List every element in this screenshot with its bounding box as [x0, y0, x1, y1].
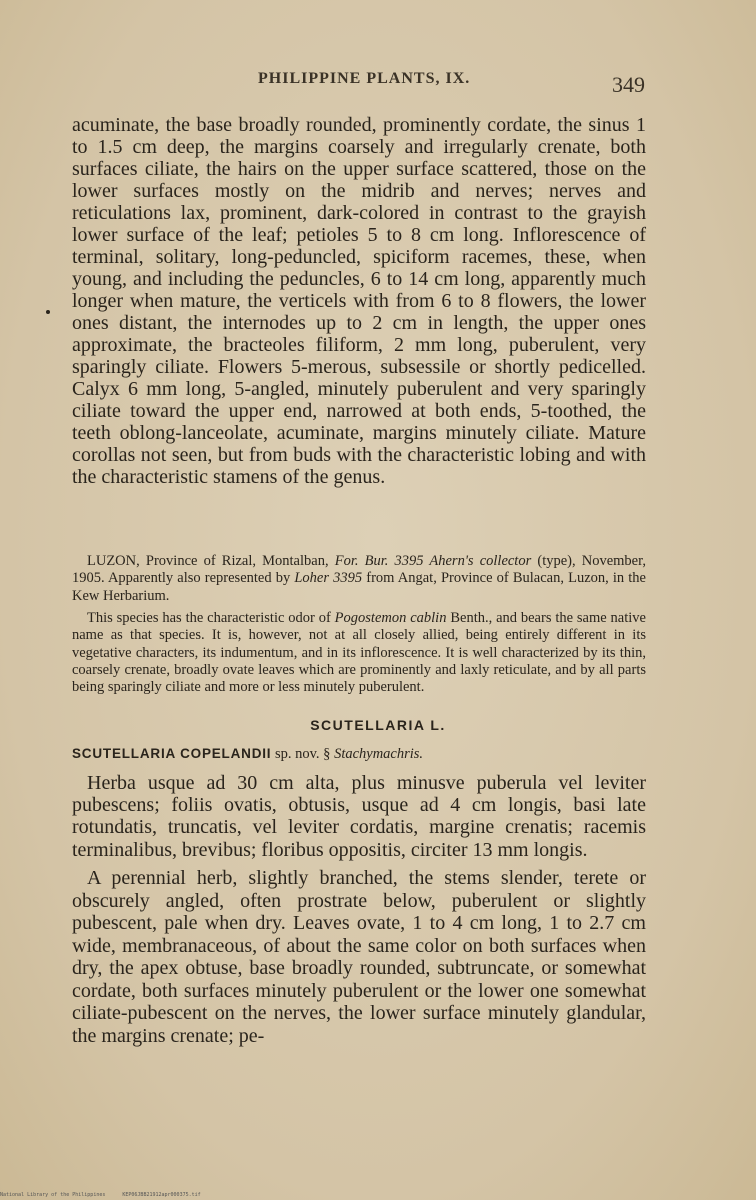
description-paragraph: acuminate, the base broadly rounded, prominently cordate, the sinus 1 to 1.5 cm deep, the margins coarsely and irregularly crenate, both surfaces ciliate, the hairs on the upper surface scattered, those on the lower surfaces mostly on the midrib and nerves; nerves and reticulations lax, prominent, dark-colored in contrast to the grayish lower surface of the leaf; petioles 5 to 8 cm long. Inflorescence of terminal, solitary, long-peduncled, spiciform racemes, these, when young, and including the peduncles, 6 to 14 cm long, apparently much longer when mature, the verticels with from 6 to 8 flowers, the lower ones distant, the internodes up to 2 cm in length, the upper ones approximate, the bracteoles filiform, 2 mm long, puberulent, very sparingly ciliate. Flowers 5-merous, subsessile or shortly pedicelled. Calyx 6 mm long, 5-angled, minutely puberulent and very sparingly ciliate toward the upper end, narrowed at both ends, 5-toothed, the teeth oblong-lanceolate, acuminate, margins minutely ciliate. Mature corollas not seen, but from buds with the characteristic lobing and with the characteristic stamens of the genus. [72, 114, 646, 488]
species-reference: Pogostemon cablin [334, 610, 447, 626]
margin-dot [46, 310, 50, 314]
collection-ref-1: For. Bur. 3395 Ahern's collector [334, 553, 532, 569]
footer-file-id: KEP06JBB21912apr000375.tif [122, 1192, 201, 1198]
page-number: 349 [612, 72, 645, 97]
scan-footer [0, 1192, 215, 1198]
remarks [72, 610, 646, 696]
latin-diagnosis-text: Herba usque ad 30 cm alta, plus minusve puberula vel leviter pubescens; foliis ovatis, obtusis, usque ad 4 cm longis, basi late rotundatis, truncatis, vel leviter cordatis, margine crenatis; racemis terminalibus, brevibus; floribus oppositis, circiter 13 mm longis. [72, 772, 646, 861]
species-section: Stachymachris. [334, 746, 424, 762]
collection-ref-2: Loher 3395 [294, 570, 363, 587]
latin-diagnosis [72, 772, 646, 861]
specimen-text-3: from Angat, Province of Bulacan, Luzon, in the Kew Herbarium. [72, 570, 646, 604]
species-description [72, 867, 646, 1047]
specimen-text-2: (type), November, 1905. Apparently also represented by [72, 553, 646, 587]
running-title: PHILIPPINE PLANTS, IX. [258, 70, 471, 87]
species-heading [72, 746, 646, 763]
species-name: SCUTELLARIA COPELANDII [72, 746, 272, 761]
species-status: sp. nov. § [271, 746, 335, 762]
footer-library: National Library of the Philippines [0, 1192, 106, 1198]
specimen-text-1: , Province of Rizal, Montalban, [136, 553, 335, 569]
locality: LUZON [87, 553, 137, 569]
main-description [72, 114, 646, 488]
genus-heading: SCUTELLARIA L. [310, 717, 446, 733]
remarks-text-1: This species has the characteristic odor of [87, 610, 335, 626]
species-description-text: A perennial herb, slightly branched, the stems slender, terete or obscurely angled, often prostrate below, puberulent or slightly pubescent, pale when dry. Leaves ovate, 1 to 4 cm long, 1 to 2.7 cm wide, membranaceous, of about the same color on both surfaces when dry, the apex obtuse, base broadly rounded, subtruncate, or somewhat cordate, both surfaces minutely puberulent or the lower one somewhat ciliate-pubescent on the nerves, the lower surface minutely glandular, the margins crenate; pe- [72, 867, 646, 1047]
remarks-text-2: Benth., and bears the same native name as that species. It is, however, not at all closely allied, being entirely different in its vegetative characters, its indumentum, and in its inflorescence. It is well characterized by its thin, coarsely crenate, broadly ovate leaves which are prominently and laxly reticulate, and by all parts being sparingly ciliate and more or less minutely puberulent. [72, 610, 646, 696]
specimen-note [72, 553, 646, 605]
